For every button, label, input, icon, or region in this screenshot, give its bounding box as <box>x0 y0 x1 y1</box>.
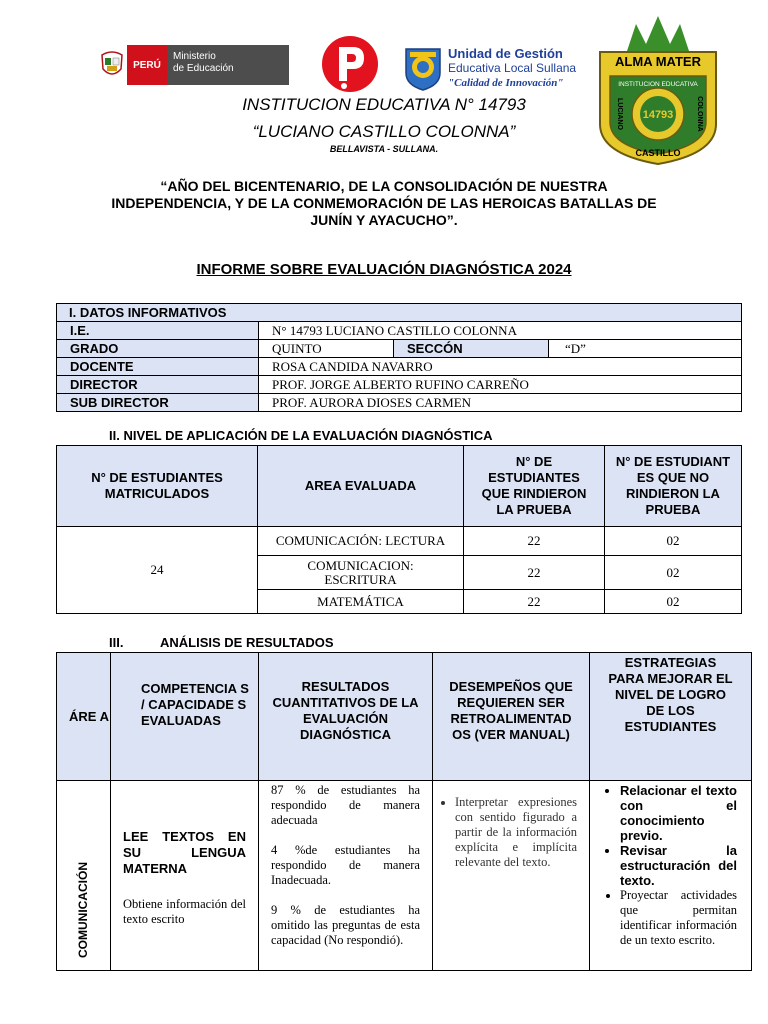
institution-name: “LUCIANO CASTILLO COLONNA” <box>252 122 516 141</box>
grado-label: GRADO <box>57 340 259 358</box>
desempenos-cell <box>433 781 590 971</box>
area-comunicacion: COMUNICACIÓN <box>76 862 90 958</box>
capacidad-text: Obtiene información del texto escrito <box>123 897 246 926</box>
docente-label: DOCENTE <box>57 358 259 376</box>
institution-title: INSTITUCION EDUCATIVA N° 14793 <box>242 95 526 114</box>
area-row-2: COMUNICACION: ESCRITURA <box>258 556 464 590</box>
ministry-label: Ministerio de Educación <box>167 45 289 85</box>
year-motto: “AÑO DEL BICENTENARIO, DE LA CONSOLIDACIÓN DE NUESTRA INDEPENDENCIA, Y DE LA CONMEMORACIÓN DE LAS HEROICAS BATALLAS DE JUNÍN Y AYACUCHO”. <box>111 178 657 228</box>
resultados-cell <box>259 781 433 971</box>
col-estrategias-header: ESTRATEGIAS PARA MEJORAR EL NIVEL DE LOGRO DE LOS ESTUDIANTES <box>590 653 752 781</box>
section2-title: II. NIVEL DE APLICACIÓN DE LA EVALUACIÓN DIAGNÓSTICA <box>109 428 493 443</box>
rindieron-row-1: 22 <box>464 527 605 556</box>
alma-castillo-text: CASTILLO <box>635 148 681 158</box>
subdirector-label: SUB DIRECTOR <box>57 394 259 412</box>
col-desempenos-header: DESEMPEÑOS QUE REQUIEREN SER RETROALIMENTAD OS (VER MANUAL) <box>433 653 590 781</box>
ie-value: N° 14793 LUCIANO CASTILLO COLONNA <box>259 322 742 340</box>
nivel-aplicacion-table <box>56 445 742 614</box>
section3-title: ANÁLISIS DE RESULTADOS <box>160 635 334 650</box>
alma-colonna-text: COLONNA <box>696 96 703 132</box>
alma-mater-text: ALMA MATER <box>615 54 701 69</box>
area-row-1: COMUNICACIÓN: LECTURA <box>258 527 464 556</box>
peru-shield-icon <box>97 45 127 85</box>
director-value: PROF. JORGE ALBERTO RUFINO CARREÑO <box>259 376 742 394</box>
ugel-sullana-logo <box>404 44 584 92</box>
estrategia-item-3: • Proyectar actividades que permitan identificar información de un texto escrito. <box>620 888 737 948</box>
competencia-cell <box>111 781 259 971</box>
area-row-3: MATEMÁTICA <box>258 590 464 614</box>
ie-label: I.E. <box>57 322 259 340</box>
estrategia-item-2: • Revisar la estructuración del texto. <box>620 843 737 888</box>
report-title: INFORME SOBRE EVALUACIÓN DIAGNÓSTICA 2024 <box>196 261 572 278</box>
ugel-line2: Educativa Local Sullana <box>448 60 577 75</box>
seccion-label: SECCÓN <box>394 340 549 358</box>
matriculados-value: 24 <box>57 527 258 614</box>
resultado-inadecuada: 4 %de estudiantes ha respondido de manera Inadecuada. <box>271 843 420 887</box>
analisis-resultados-table <box>56 652 752 971</box>
institution-location: BELLAVISTA - SULLANA. <box>329 144 439 154</box>
col-rindieron-header: N° DE ESTUDIANTES QUE RINDIERON LA PRUEBA <box>464 446 605 527</box>
area-cell <box>57 781 111 971</box>
section3-number: III. <box>109 635 124 650</box>
col-area-header: ÁRE A <box>57 653 111 781</box>
col-competencias-header: COMPETENCIA S / CAPACIDADE S EVALUADAS <box>111 653 259 781</box>
estrategia-item-1: • Relacionar el texto con el conocimiento previo. <box>620 783 737 843</box>
ugel-shield-icon <box>404 45 442 91</box>
datos-informativos-table <box>56 303 742 412</box>
col-matriculados-header: N° DE ESTUDIANTES MATRICULADOS <box>57 446 258 527</box>
col-no-rindieron-header: N° DE ESTUDIANT ES QUE NO RINDIERON LA PRUEBA <box>605 446 742 527</box>
docente-value: ROSA CANDIDA NAVARRO <box>259 358 742 376</box>
desempeno-item: • Interpretar expresiones con sentido figurado a partir de la información explícita e implícita relevante del texto. <box>455 795 577 870</box>
grado-value: QUINTO <box>259 340 394 358</box>
subdirector-value: PROF. AURORA DIOSES CARMEN <box>259 394 742 412</box>
no-rindieron-row-2: 02 <box>605 556 742 590</box>
no-rindieron-row-1: 02 <box>605 527 742 556</box>
rindieron-row-2: 22 <box>464 556 605 590</box>
peru-label: PERÚ <box>127 45 167 85</box>
gobierno-regional-logo <box>319 35 381 97</box>
col-area-header: AREA EVALUADA <box>258 446 464 527</box>
alma-luciano-text: LUCIANO <box>616 98 623 130</box>
director-label: DIRECTOR <box>57 376 259 394</box>
seccion-value: “D” <box>549 340 742 358</box>
alma-institucion-text: INSTITUCION EDUCATIVA <box>618 81 698 88</box>
resultado-adecuada: 87 % de estudiantes ha respondido de manera adecuada <box>271 783 420 827</box>
ugel-slogan: "Calidad de Innovación" <box>448 76 564 89</box>
resultado-omitido: 9 % de estudiantes ha omitido las preguntas de esta capacidad (No respondió). <box>271 903 420 947</box>
alma-number-text: 14793 <box>642 109 674 121</box>
minedu-logo <box>97 45 294 85</box>
no-rindieron-row-3: 02 <box>605 590 742 614</box>
section1-title: I. DATOS INFORMATIVOS <box>57 304 742 322</box>
competencia-text: LEE TEXTOS EN SU LENGUA MATERNA <box>123 829 246 876</box>
col-resultados-header: RESULTADOS CUANTITATIVOS DE LA EVALUACIÓN DIAGNÓSTICA <box>259 653 433 781</box>
ugel-line1: Unidad de Gestión <box>448 45 563 61</box>
estrategias-cell <box>590 781 752 971</box>
rindieron-row-3: 22 <box>464 590 605 614</box>
